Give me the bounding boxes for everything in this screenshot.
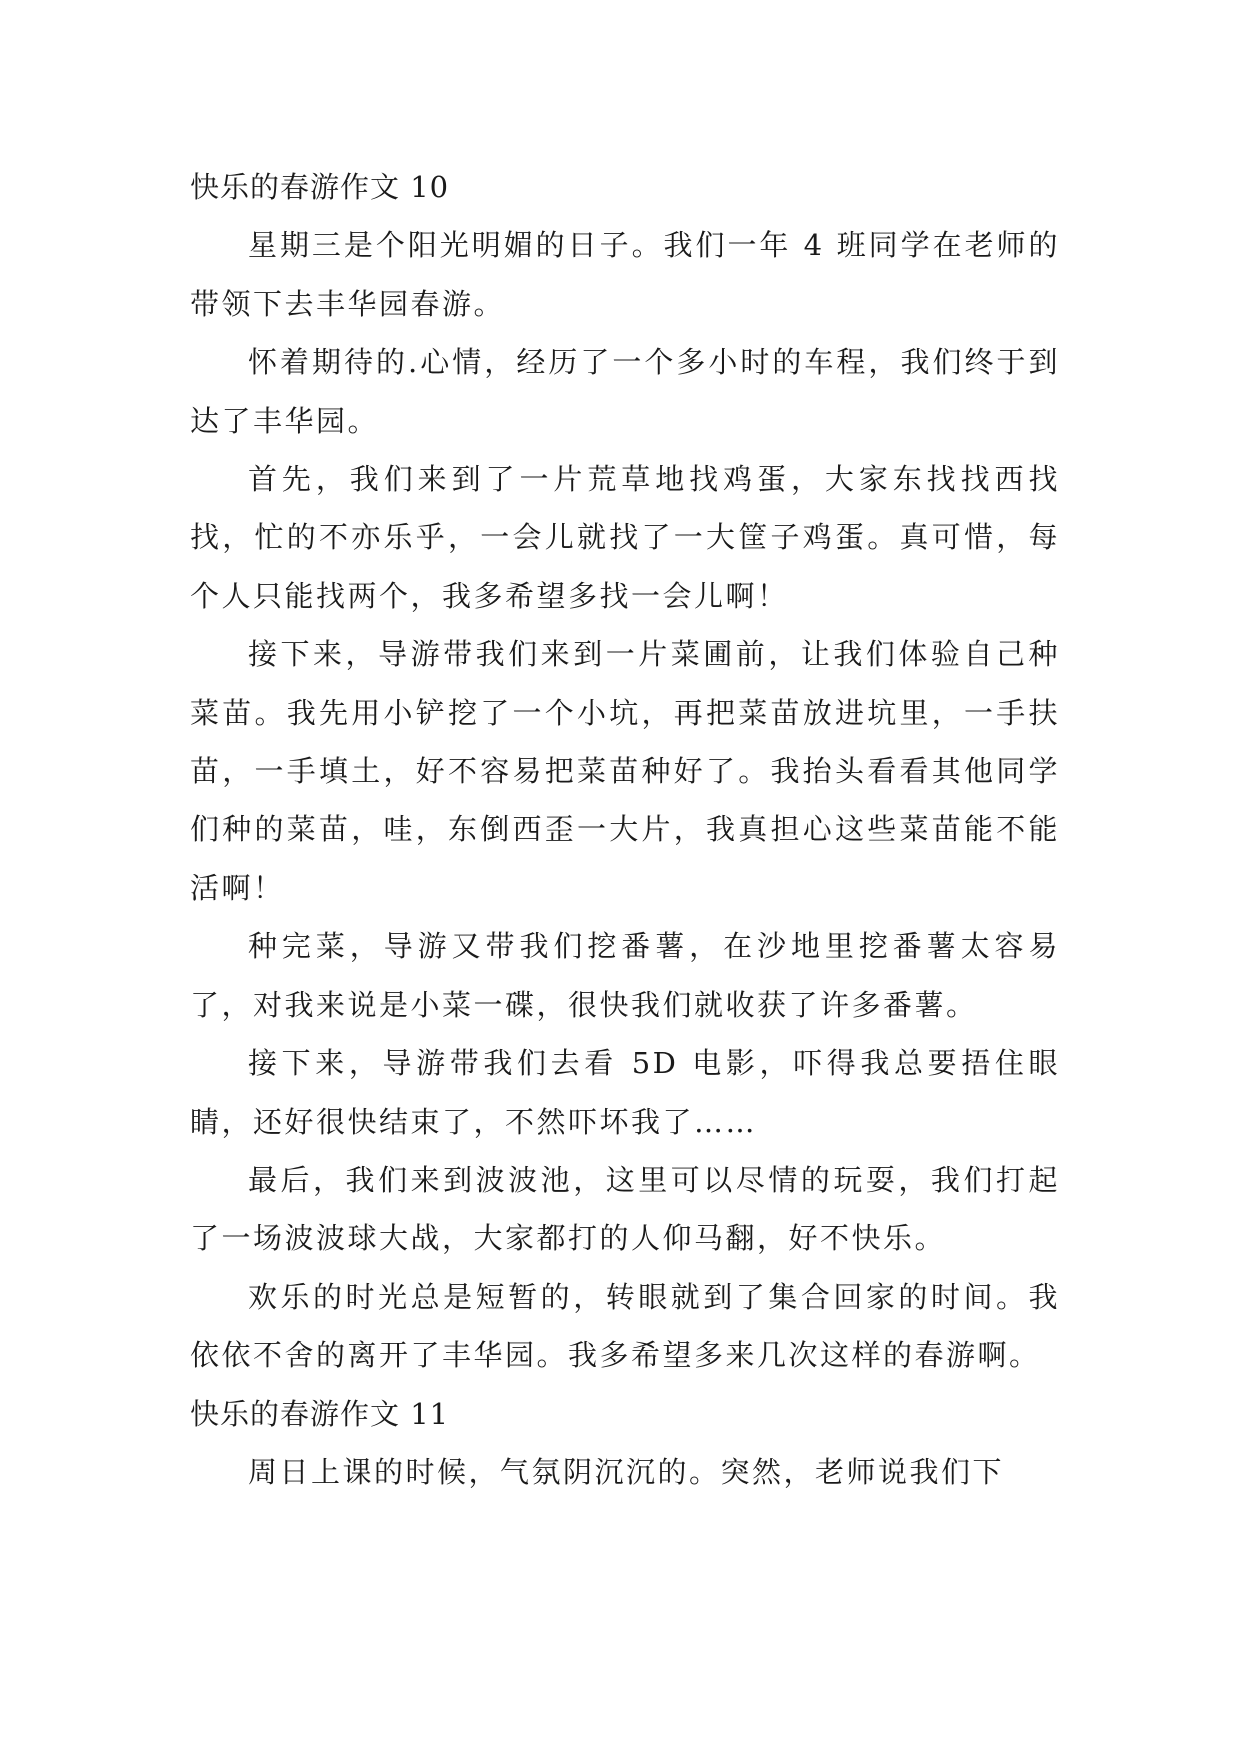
paragraph: 怀着期待的.心情，经历了一个多小时的车程，我们终于到达了丰华园。 <box>190 345 1060 438</box>
paragraph: 接下来，导游带我们来到一片菜圃前，让我们体验自己种菜苗。我先用小铲挖了一个小坑，再把菜苗放进坑里，一手扶苗，一手填土，好不容易把菜苗种好了。我抬头看看其他同学们种的菜苗，哇，东倒西歪一大片，我真担心这些菜苗能不能活啊！ <box>190 637 1060 905</box>
paragraph: 接下来，导游带我们去看 5D 电影，吓得我总要捂住眼睛，还好很快结束了，不然吓坏我了…… <box>190 1046 1060 1139</box>
essay-title: 快乐的春游作文 11 <box>190 1396 450 1431</box>
paragraph: 周日上课的时候，气氛阴沉沉的。突然，老师说我们下 <box>248 1454 1005 1489</box>
paragraph: 星期三是个阳光明媚的日子。我们一年 4 班同学在老师的带领下去丰华园春游。 <box>190 228 1060 321</box>
paragraph: 种完菜，导游又带我们挖番薯，在沙地里挖番薯太容易了，对我来说是小菜一碟，很快我们就收获了许多番薯。 <box>190 929 1060 1022</box>
paragraph: 首先，我们来到了一片荒草地找鸡蛋，大家东找找西找找，忙的不亦乐乎，一会儿就找了一大筐子鸡蛋。真可惜，每个人只能找两个，我多希望多找一会儿啊！ <box>190 462 1060 613</box>
paragraph: 欢乐的时光总是短暂的，转眼就到了集合回家的时间。我依依不舍的离开了丰华园。我多希望多来几次这样的春游啊。 <box>190 1279 1060 1373</box>
document-body <box>190 158 1060 1501</box>
essay-title: 快乐的春游作文 10 <box>190 170 450 204</box>
paragraph: 最后，我们来到波波池，这里可以尽情的玩耍，我们打起了一场波波球大战，大家都打的人仰马翻，好不快乐。 <box>190 1162 1060 1256</box>
